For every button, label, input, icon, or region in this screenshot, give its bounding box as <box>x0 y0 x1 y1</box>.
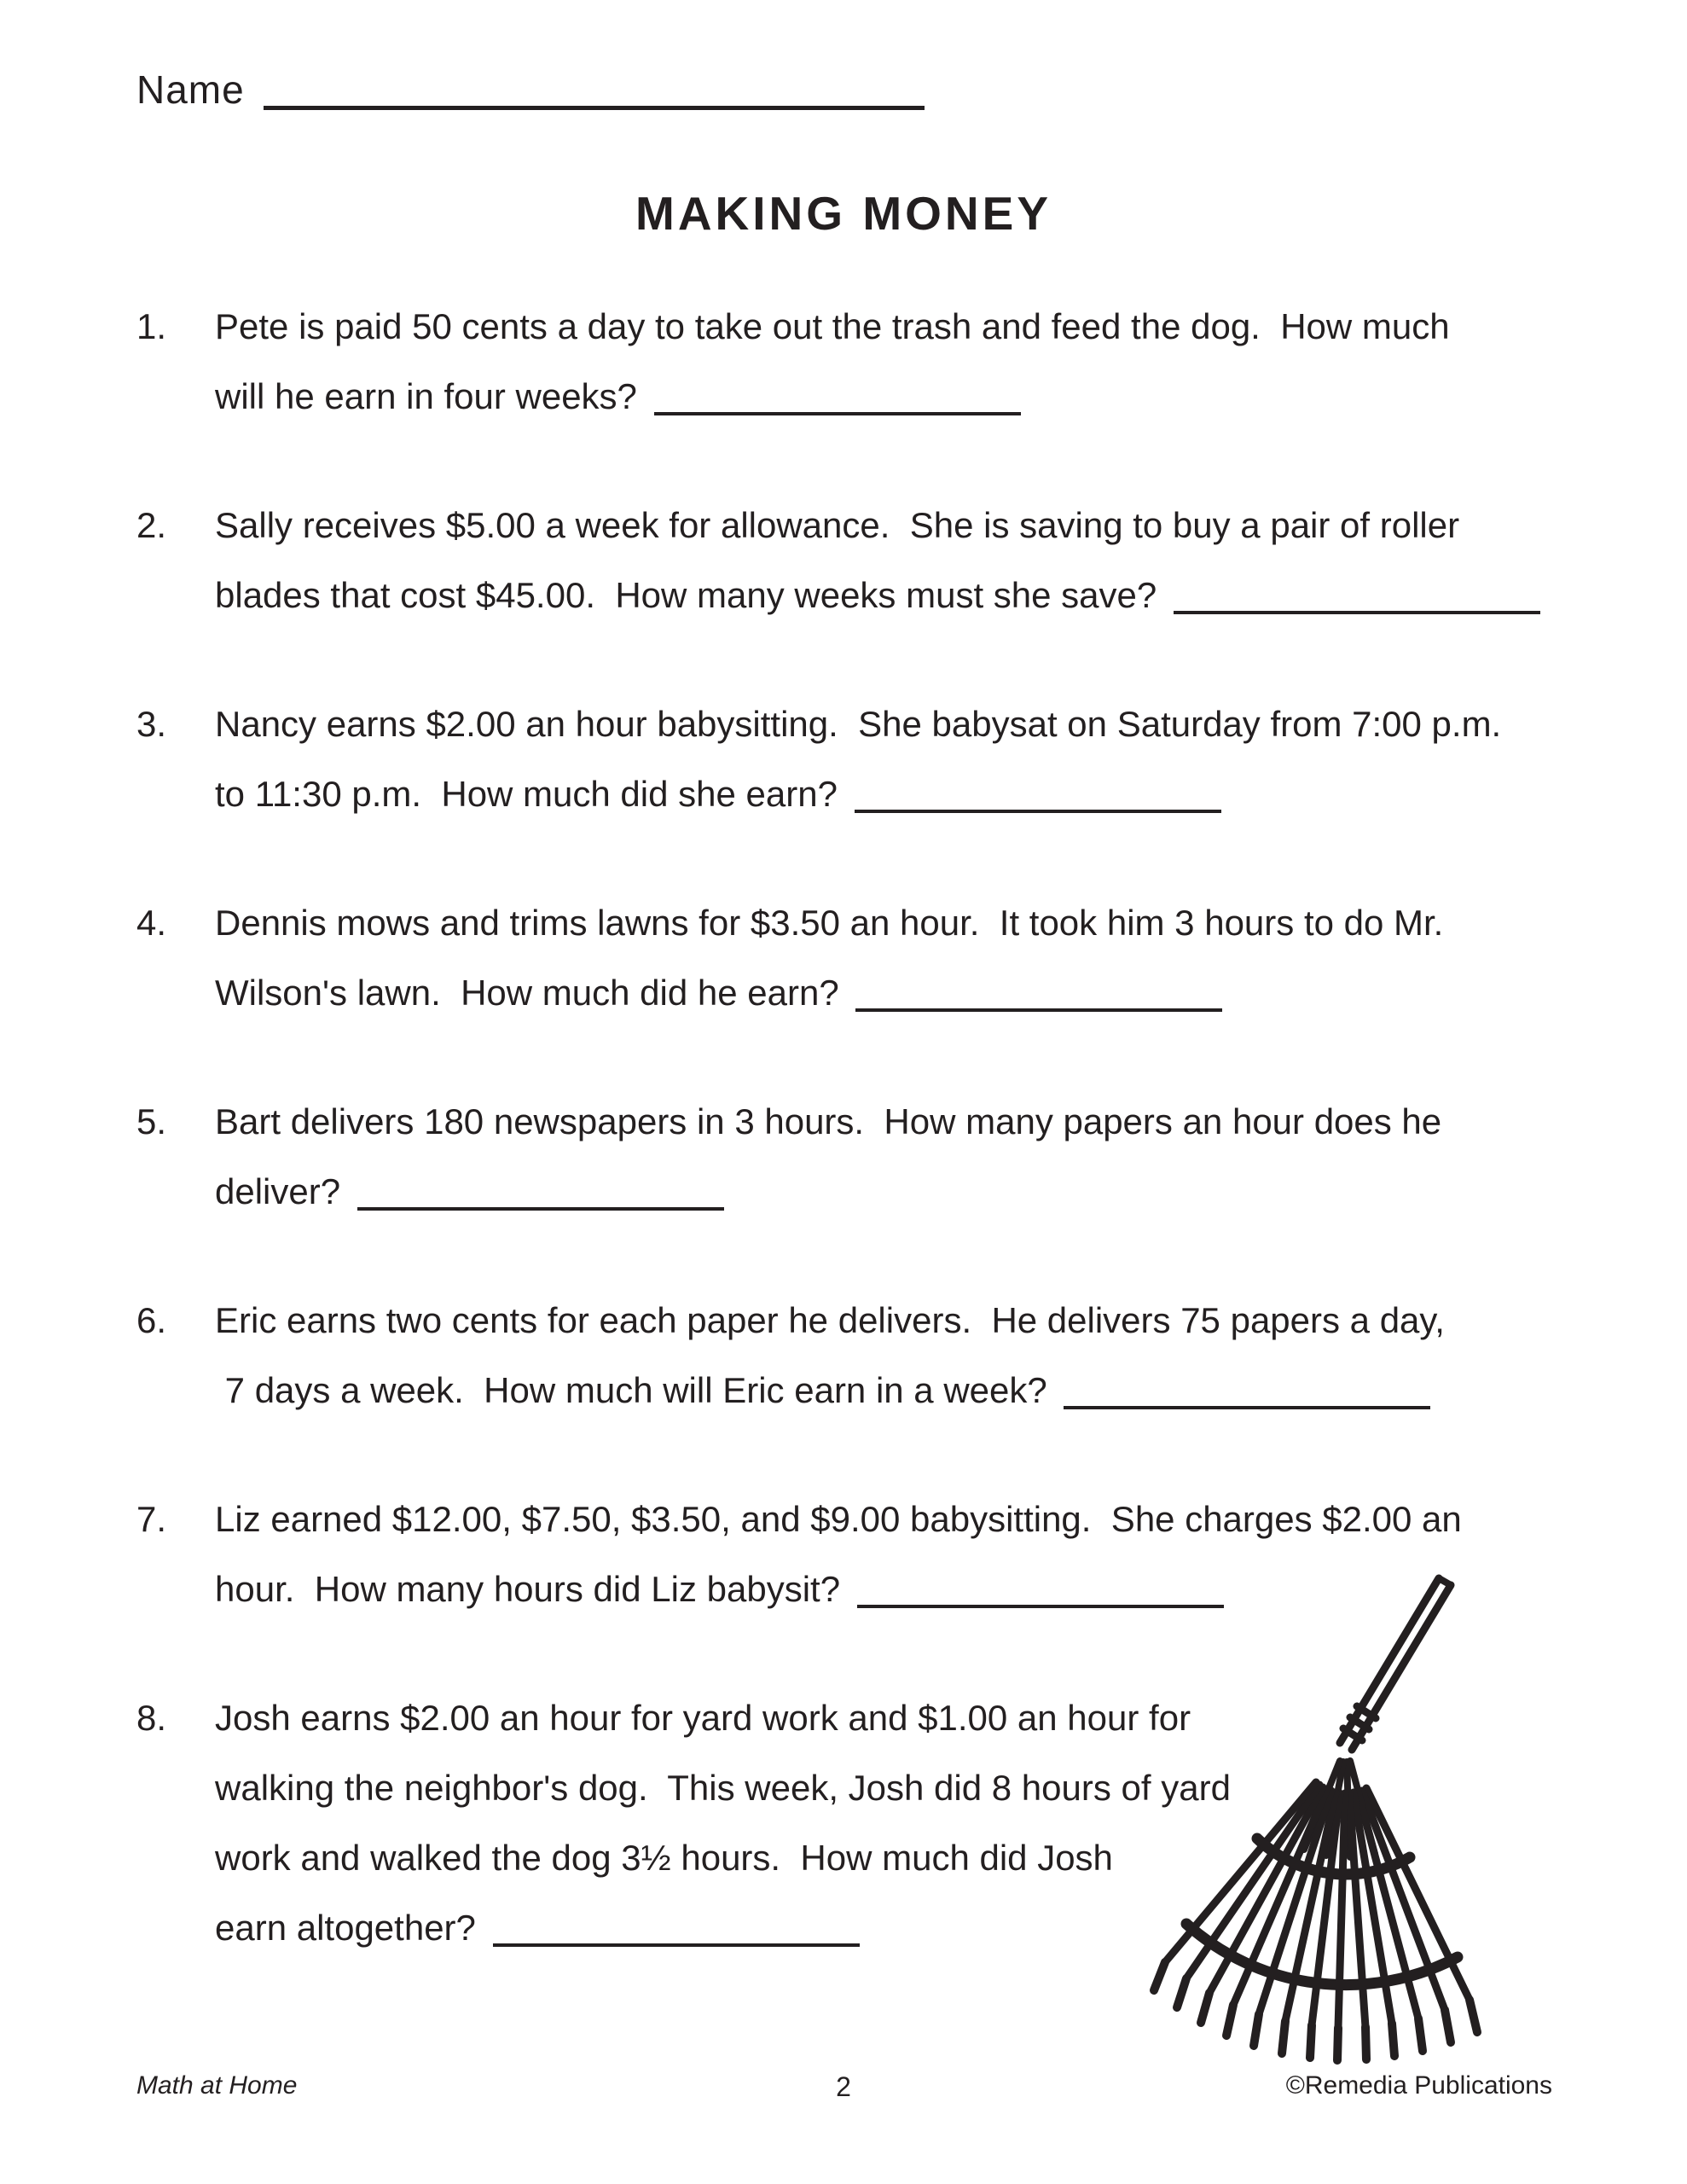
problem-line <box>215 1356 1586 1426</box>
problem-8 <box>136 1683 1586 1963</box>
answer-blank <box>1064 1404 1430 1409</box>
problem-4 <box>136 888 1586 1028</box>
problem-line <box>215 1157 1586 1227</box>
problem-number: 1. <box>136 306 167 346</box>
problem-text <box>215 292 1586 432</box>
problem-line-text: 7 days a week. How much will Eric earn in a week? <box>215 1370 1058 1410</box>
problem-line-text: blades that cost $45.00. How many weeks must she save? <box>215 575 1167 615</box>
problem-line <box>215 362 1586 432</box>
problem-number: 4. <box>136 903 167 943</box>
problem-line-text: Wilson's lawn. How much did he earn? <box>215 973 849 1013</box>
problem-number: 8. <box>136 1698 167 1738</box>
problem-text <box>215 1286 1586 1426</box>
problem-text <box>215 689 1586 829</box>
name-blank-line <box>264 105 925 110</box>
problem-line-text: to 11:30 p.m. How much did she earn? <box>215 774 848 814</box>
page-title: MAKING MONEY <box>635 187 1052 240</box>
answer-blank <box>357 1205 724 1211</box>
answer-blank <box>857 1603 1224 1608</box>
answer-blank <box>855 1007 1222 1012</box>
name-row <box>136 67 925 113</box>
problem-line: Dennis mows and trims lawns for $3.50 an hour. It took him 3 hours to do Mr. <box>215 903 1444 943</box>
name-label: Name <box>136 67 245 112</box>
answer-blank <box>1174 609 1540 614</box>
problem-line: Eric earns two cents for each paper he delivers. He delivers 75 papers a day, <box>215 1300 1445 1340</box>
problem-line-text: will he earn in four weeks? <box>215 376 647 416</box>
problem-5 <box>136 1087 1586 1227</box>
problem-line: work and walked the dog 3½ hours. How much did Josh <box>215 1838 1113 1878</box>
answer-blank <box>493 1942 860 1947</box>
problem-line: Liz earned $12.00, $7.50, $3.50, and $9.00 babysitting. She charges $2.00 an <box>215 1499 1462 1539</box>
problem-line: Josh earns $2.00 an hour for yard work and $1.00 an hour for <box>215 1698 1191 1738</box>
problem-1 <box>136 292 1586 432</box>
answer-blank <box>855 808 1221 813</box>
problem-line: Nancy earns $2.00 an hour babysitting. She babysat on Saturday from 7:00 p.m. <box>215 704 1502 744</box>
problem-line: Pete is paid 50 cents a day to take out the trash and feed the dog. How much <box>215 306 1450 346</box>
problem-number: 6. <box>136 1300 167 1340</box>
problem-text <box>215 1087 1586 1227</box>
problem-line <box>215 958 1586 1028</box>
footer-book-title: Math at Home <box>136 2071 298 2100</box>
problem-line-text: earn altogether? <box>215 1908 486 1948</box>
problem-list <box>136 292 1586 2022</box>
problem-number: 2. <box>136 505 167 545</box>
footer-publisher: ©Remedia Publications <box>1285 2071 1552 2100</box>
problem-line <box>215 1893 1586 1963</box>
problem-line: Sally receives $5.00 a week for allowance. She is saving to buy a pair of roller <box>215 505 1460 545</box>
problem-number: 5. <box>136 1101 167 1141</box>
problem-3 <box>136 689 1586 829</box>
problem-line <box>215 759 1586 829</box>
problem-number: 7. <box>136 1499 167 1539</box>
problem-2 <box>136 491 1586 630</box>
problem-number: 3. <box>136 704 167 744</box>
problem-line <box>215 1554 1586 1624</box>
problem-text <box>215 491 1586 630</box>
problem-6 <box>136 1286 1586 1426</box>
problem-7 <box>136 1484 1586 1624</box>
problem-line <box>215 561 1586 630</box>
footer-page-number: 2 <box>836 2071 851 2102</box>
problem-text <box>215 888 1586 1028</box>
problem-line: walking the neighbor's dog. This week, Josh did 8 hours of yard <box>215 1768 1231 1808</box>
problem-text <box>215 1683 1586 1963</box>
problem-line-text: deliver? <box>215 1171 351 1211</box>
answer-blank <box>654 410 1021 415</box>
problem-line-text: hour. How many hours did Liz babysit? <box>215 1569 850 1609</box>
problem-text <box>215 1484 1586 1624</box>
problem-line: Bart delivers 180 newspapers in 3 hours. How many papers an hour does he <box>215 1101 1442 1141</box>
